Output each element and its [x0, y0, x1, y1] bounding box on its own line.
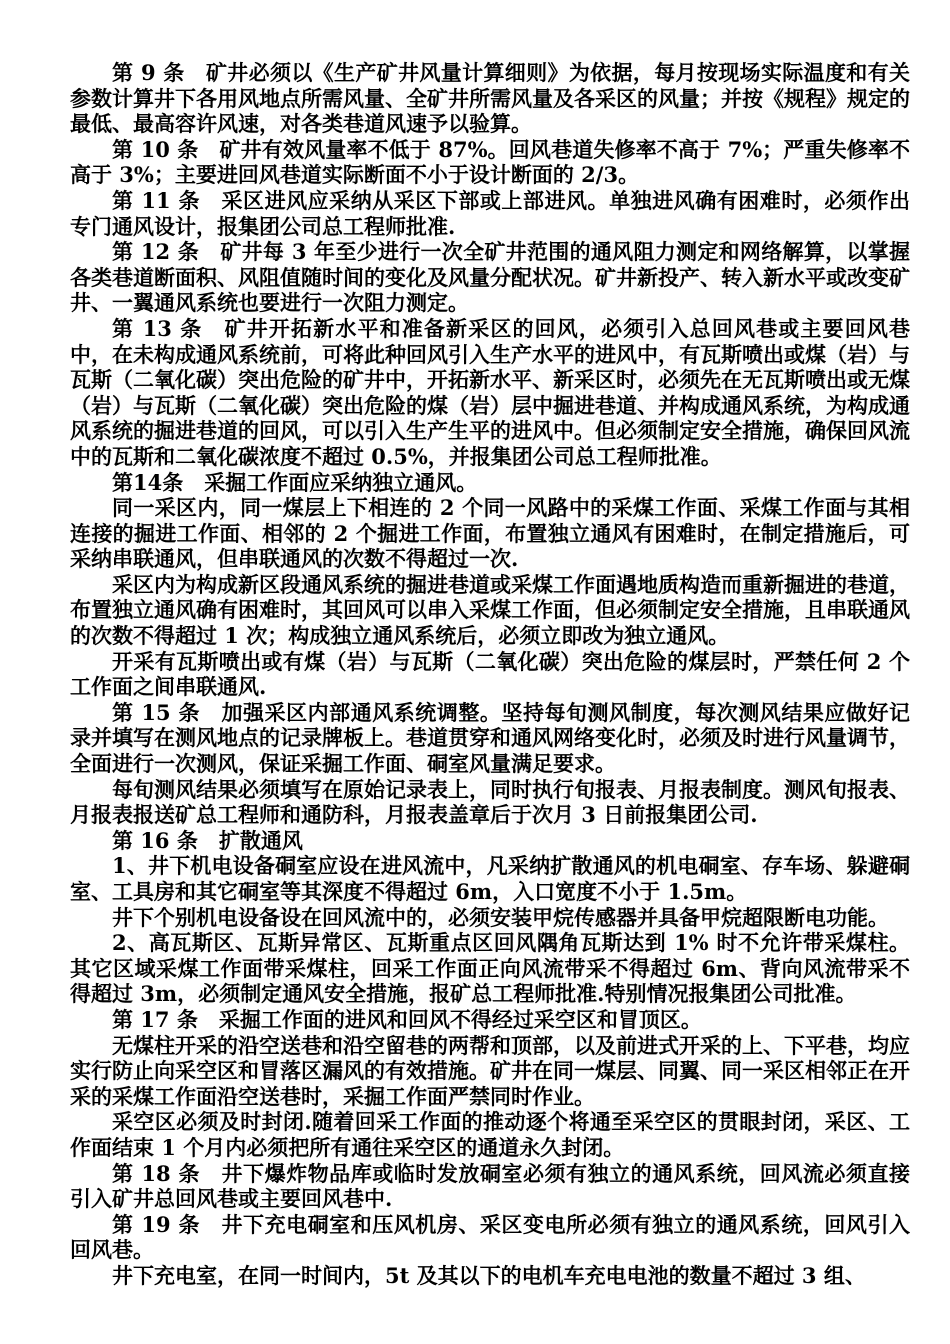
- paragraph-article-18: 第 18 条 井下爆炸物品库或临时发放硐室必须有独立的通风系统，回风流必须直接引入矿井总回风巷或主要回风巷中.: [70, 1160, 910, 1212]
- paragraph-article-13: 第 13 条 矿井开拓新水平和准备新采区的回风，必须引入总回风巷或主要回风巷中，在未构成通风系统前，可将此种回风引入生产水平的进风中，有瓦斯喷出或煤（岩）与瓦斯（二氧化碳）突出危险的矿井中，开拓新水平、新采区时，必须先在无瓦斯喷出或无煤（岩）与瓦斯（二氧化碳）突出危险的煤（岩）层中掘进巷道、并构成通风系统，为构成通风系统的掘进巷道的回风，可以引入生产生平的进风中。但必须制定安全措施，确保回风流中的瓦斯和二氧化碳浓度不超过 0.5%，并报集团公司总工程师批准。: [70, 315, 910, 469]
- paragraph-article-14-clause-2: 采区内为构成新区段通风系统的掘进巷道或采煤工作面遇地质构造而重新掘进的巷道，布置独立通风确有困难时，其回风可以串入采煤工作面，但必须制定安全措施，且串联通风的次数不得超过 1 次；构成独立通风系统后，必须立即改为独立通风。: [70, 571, 910, 649]
- paragraph-article-17-clause-1: 无煤柱开采的沿空送巷和沿空留巷的两帮和顶部，以及前进式开采的上、下平巷，均应实行防止向采空区和冒落区漏风的有效措施。矿井在同一煤层、同翼、同一采区相邻正在开采的采煤工作面沿空送巷时，采掘工作面严禁同时作业。: [70, 1032, 910, 1109]
- paragraph-article-14-clause-3: 开采有瓦斯喷出或有煤（岩）与瓦斯（二氧化碳）突出危险的煤层时，严禁任何 2 个工作面之间串联通风.: [70, 648, 910, 700]
- paragraph-article-17-clause-2: 采空区必须及时封闭.随着回采工作面的推动逐个将通至采空区的贯眼封闭，采区、工作面结束 1 个月内必须把所有通往采空区的通道永久封闭。: [70, 1109, 910, 1160]
- paragraph-article-11: 第 11 条 采区进风应采纳从采区下部或上部进风。单独进风确有困难时，必须作出专门通风设计，报集团公司总工程师批准.: [70, 187, 910, 239]
- paragraph-article-16-item-1: 1、井下机电设备硐室应设在进风流中，凡采纳扩散通风的机电硐室、存车场、躲避硐室、工具房和其它硐室等其深度不得超过 6m，入口宽度不小于 1.5m。: [70, 853, 910, 904]
- paragraph-article-12: 第 12 条 矿井每 3 年至少进行一次全矿井范围的通风阻力测定和网络解算，以掌握各类巷道断面积、风阻值随时间的变化及风量分配状况。矿井新投产、转入新水平或改变矿井、一翼通风系统也要进行一次阻力测定。: [70, 239, 910, 316]
- paragraph-article-16: 第 16 条 扩散通风: [112, 827, 303, 853]
- paragraph-article-16-item-2: 2、高瓦斯区、瓦斯异常区、瓦斯重点区回风隅角瓦斯达到 1% 时不允许带采煤柱。其它区域采煤工作面带采煤柱，回采工作面正向风流带采不得超过 6m、背向风流带采不得超过 3m，必须制定通风安全措施，报矿总工程师批准.特别情况报集团公司批准。: [70, 930, 910, 1007]
- paragraph-article-17: 第 17 条 采掘工作面的进风和回风不得经过采空区和冒顶区。: [112, 1006, 702, 1032]
- paragraph-article-19-clause-1: 井下充电室，在同一时间内，5t 及其以下的电机车充电电池的数量不超过 3 组、: [112, 1262, 866, 1288]
- paragraph-article-14: 第14条 采掘工作面应采纳独立通风。: [112, 469, 478, 495]
- paragraph-article-15-clause-1: 每旬测风结果必须填写在原始记录表上，同时执行旬报表、月报表制度。测风旬报表、月报表报送矿总工程师和通防科，月报表盖章后于次月 3 日前报集团公司.: [70, 776, 910, 828]
- paragraph-article-10: 第 10 条 矿井有效风量率不低于 87%。回风巷道失修率不高于 7%；严重失修率不高于 3%；主要进回风巷道实际断面不小于设计断面的 2/3。: [70, 136, 910, 188]
- document-page: [70, 60, 910, 1289]
- paragraph-article-9: 第 9 条 矿井必须以《生产矿井风量计算细则》为依据，每月按现场实际温度和有关参数计算井下各用风地点所需风量、全矿井所需风量及各采区的风量；并按《规程》规定的最低、最高容许风速，对各类巷道风速予以验算。: [70, 60, 910, 137]
- paragraph-article-14-clause-1: 同一采区内，同一煤层上下相连的 2 个同一风路中的采煤工作面、采煤工作面与其相连接的掘进工作面、相邻的 2 个掘进工作面，布置独立通风有困难时，在制定措施后，可采纳串联通风，但串联通风的次数不得超过一次.: [70, 495, 910, 572]
- paragraph-article-15: 第 15 条 加强采区内部通风系统调整。坚持每旬测风制度，每次测风结果应做好记录并填写在测风地点的记录牌板上。巷道贯穿和通风网络变化时，必须及时进行风量调节，全面进行一次测风，保证采掘工作面、硐室风量满足要求。: [70, 699, 910, 777]
- paragraph-article-19: 第 19 条 井下充电硐室和压风机房、采区变电所必须有独立的通风系统，回风引入回风巷。: [70, 1211, 910, 1263]
- paragraph-article-16-item-1-note: 井下个别机电设备设在回风流中的，必须安装甲烷传感器并具备甲烷超限断电功能。: [112, 904, 889, 930]
